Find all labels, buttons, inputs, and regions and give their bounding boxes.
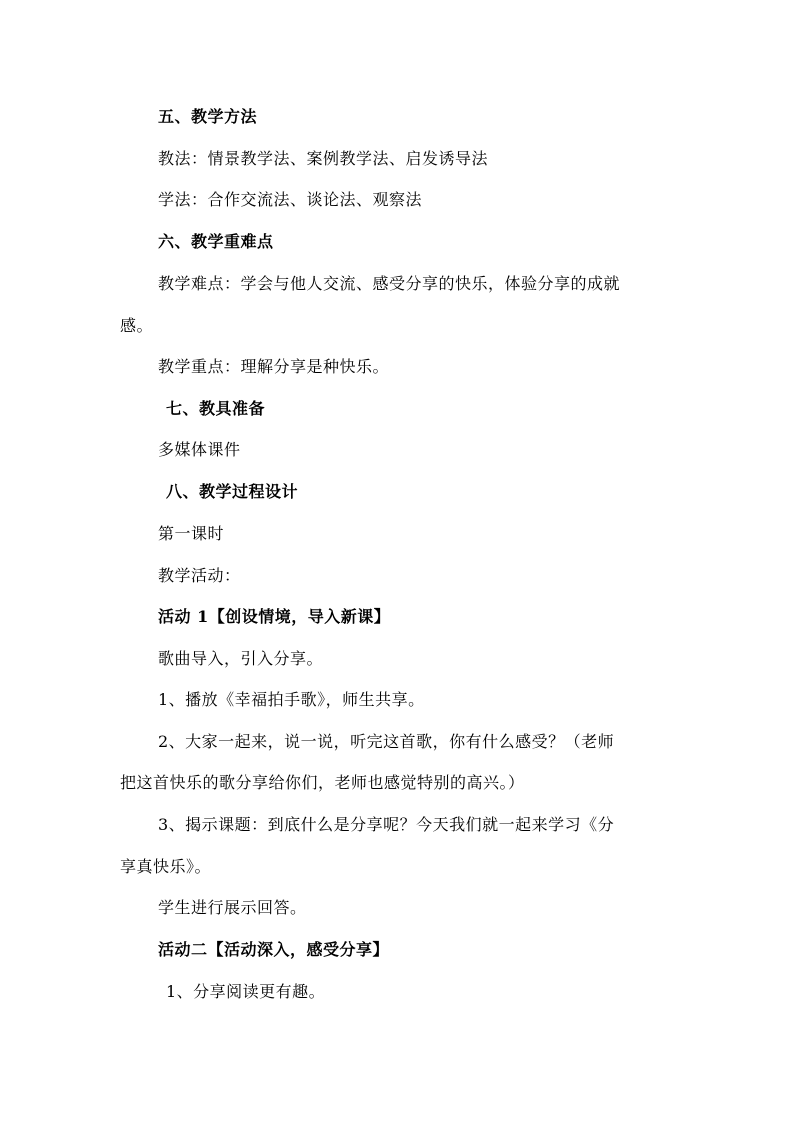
activity1-intro: 歌曲导入，引入分享。 xyxy=(158,649,324,668)
section-heading-key-difficulties: 六、教学重难点 xyxy=(158,232,274,251)
learning-method-text: 学法：合作交流法、谈论法、观察法 xyxy=(158,190,423,209)
activity2-title: 活动二【活动深入，感受分享】 xyxy=(158,940,390,959)
activity1-step1: 1、播放《幸福拍手歌》，师生共享。 xyxy=(158,690,425,709)
activity2-step1: 1、分享阅读更有趣。 xyxy=(166,982,326,1001)
difficulty-text-line1: 教学难点：学会与他人交流、感受分享的快乐，体验分享的成就 xyxy=(158,274,621,293)
activity1-step2-line1: 2、大家一起来，说一说，听完这首歌，你有什么感受？（老师 xyxy=(158,732,615,751)
activity1-title: 活动 1【创设情境，导入新课】 xyxy=(158,607,391,626)
section-heading-teaching-aids: 七、教具准备 xyxy=(166,399,266,418)
difficulty-text-line2: 感。 xyxy=(120,316,154,335)
section-heading-teaching-methods: 五、教学方法 xyxy=(158,107,258,126)
lesson-label: 第一课时 xyxy=(158,524,225,543)
activities-label: 教学活动： xyxy=(158,566,241,585)
activity1-step3-line1: 3、揭示课题：到底什么是分享呢？今天我们就一起来学习《分 xyxy=(158,815,615,834)
teaching-method-text: 教法：情景教学法、案例教学法、启发诱导法 xyxy=(158,149,489,168)
activity1-student-text: 学生进行展示回答。 xyxy=(158,898,307,917)
activity1-step2-line2: 把这首快乐的歌分享给你们，老师也感觉特别的高兴。） xyxy=(120,773,525,792)
key-point-text: 教学重点：理解分享是种快乐。 xyxy=(158,357,390,376)
teaching-aids-text: 多媒体课件 xyxy=(158,440,241,459)
section-heading-process-design: 八、教学过程设计 xyxy=(166,482,299,501)
activity1-step3-line2: 享真快乐》。 xyxy=(120,857,212,876)
